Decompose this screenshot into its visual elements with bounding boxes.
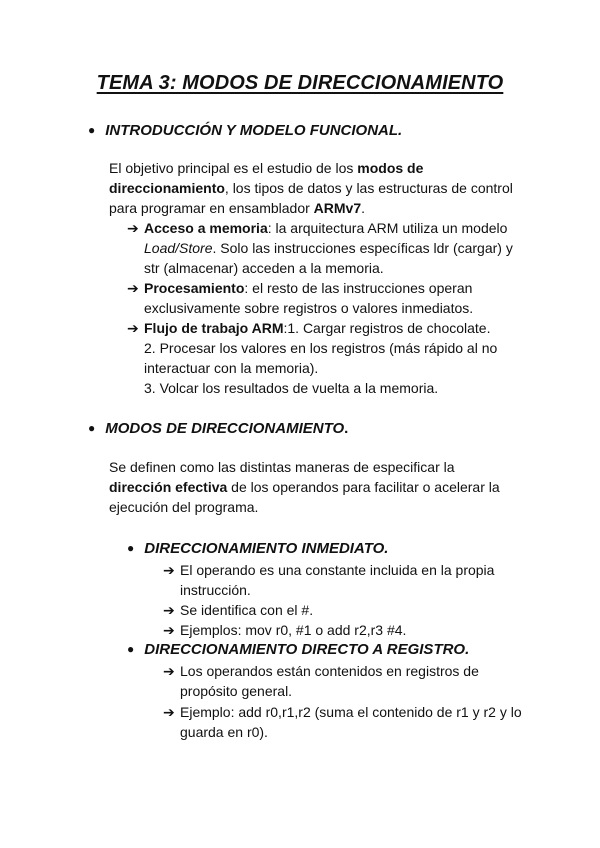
list-item-acceso: ➔ Acceso a memoria: la arquitectura ARM utiliza un modelo Load/Store. Solo las instrucciones específicas ldr (cargar) y str (almacenar) acceden a la memoria. [127, 220, 513, 276]
intro-paragraph: El objetivo principal es el estudio de los modos de direccionamiento, los tipos de datos y las estructuras de control para programar en ensamblador ARMv7. [109, 160, 513, 216]
arrow-right-icon: ➔ [163, 622, 175, 638]
list-item-procesamiento: ➔ Procesamiento: el resto de las instrucciones operan exclusivamente sobre registros o valores inmediatos. [127, 280, 474, 316]
flujo-step-2: 2. Procesar los valores en los registros (más rápido al no interactuar con la memoria). [144, 340, 498, 376]
bullet-icon: ● [127, 541, 135, 555]
list-item: ➔ El operando es una constante incluida en la propia instrucción. [163, 562, 495, 598]
arrow-right-icon: ➔ [163, 663, 175, 679]
list-item: ➔ Se identifica con el #. [163, 602, 314, 618]
section-heading-intro: ● INTRODUCCIÓN Y MODELO FUNCIONAL. [88, 122, 403, 139]
section-heading-modos: ● MODOS DE DIRECCIONAMIENTO. [88, 420, 349, 437]
bullet-icon: ● [127, 642, 135, 656]
arrow-right-icon: ➔ [127, 220, 139, 236]
list-item: ➔ Ejemplo: add r0,r1,r2 (suma el contenido de r1 y r2 y lo guarda en r0). [163, 704, 522, 740]
subsection-heading-inmediato: ● DIRECCIONAMIENTO INMEDIATO. [127, 540, 389, 557]
list-item-flujo: ➔ Flujo de trabajo ARM:1. Cargar registros de chocolate. [127, 320, 491, 336]
arrow-right-icon: ➔ [163, 704, 175, 720]
page-title: TEMA 3: MODOS DE DIRECCIONAMIENTO [96, 72, 504, 94]
bullet-icon: ● [88, 123, 96, 137]
list-item: ➔ Los operandos están contenidos en registros de propósito general. [163, 663, 479, 699]
arrow-right-icon: ➔ [163, 602, 175, 618]
list-item: ➔ Ejemplos: mov r0, #1 o add r2,r3 #4. [163, 622, 407, 638]
arrow-right-icon: ➔ [163, 562, 175, 578]
arrow-right-icon: ➔ [127, 320, 139, 336]
arrow-right-icon: ➔ [127, 280, 139, 296]
subsection-heading-registro: ● DIRECCIONAMIENTO DIRECTO A REGISTRO. [127, 641, 470, 658]
bullet-icon: ● [88, 421, 96, 435]
modos-paragraph: Se definen como las distintas maneras de especificar la dirección efectiva de los operandos para facilitar o acelerar la ejecución del programa. [109, 459, 500, 515]
flujo-step-3: 3. Volcar los resultados de vuelta a la memoria. [144, 380, 439, 396]
